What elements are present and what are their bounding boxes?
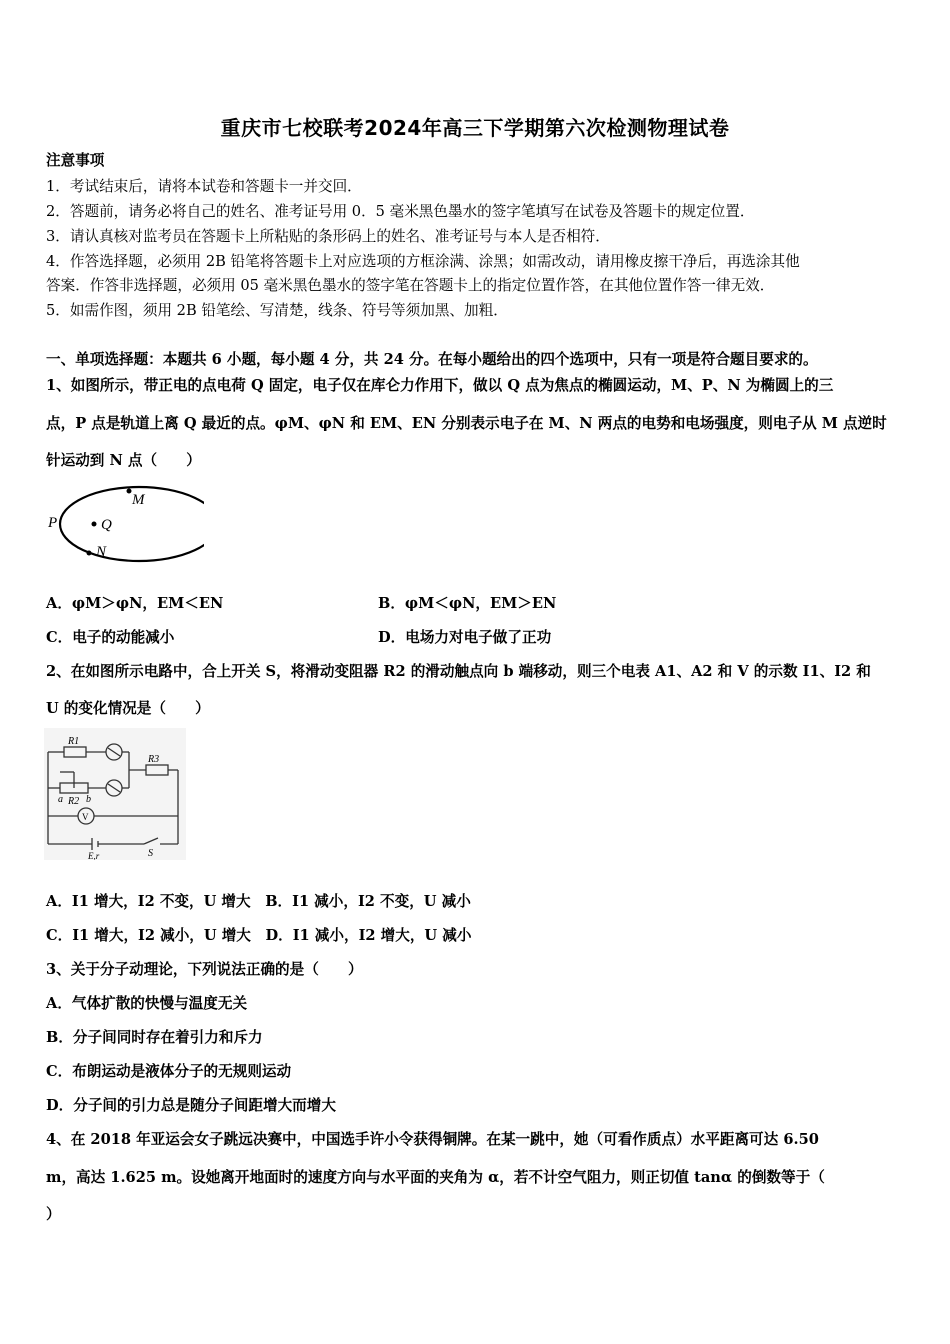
q1-stem-line1: 1、如图所示，带正电的点电荷 Q 固定，电子仅在库仑力作用下，做以 Q 点为焦点的椭圆运动，M、P、N 为椭圆上的三: [46, 377, 834, 394]
point-m-dot: [127, 489, 132, 494]
label-q: Q: [101, 517, 112, 533]
label-b: b: [86, 794, 91, 805]
notice-item-4-cont: 答案．作答非选择题，必须用 05 毫米黑色墨水的签字笔在答题卡上的指定位置作答，在其他位置作答一律无效．: [46, 277, 775, 294]
q4-stem-line1: 4、在 2018 年亚运会女子跳远决赛中，中国选手许小令获得铜牌。在某一跳中，她（可看作质点）水平距离可达 6.50: [46, 1131, 819, 1148]
point-n-dot: [87, 551, 92, 556]
label-r1: R1: [68, 736, 80, 747]
circuit-figure: [44, 728, 186, 860]
label-s: S: [148, 848, 153, 859]
label-v: V: [82, 812, 89, 822]
notice-item-4: 4．作答选择题，必须用 2B 铅笔将答题卡上对应选项的方框涂满、涂黑；如需改动，请用橡皮擦干净后，再选涂其他: [46, 253, 800, 270]
q4-stem-line2: m，高达 1.625 m。设她离开地面时的速度方向与水平面的夹角为 α，若不计空气阻力，则正切值 tanα 的倒数等于（: [46, 1169, 825, 1186]
q2-stem-line1: 2、在如图所示电路中，合上开关 S，将滑动变阻器 R2 的滑动触点向 b 端移动，则三个电表 A1、A2 和 V 的示数 I1、I2 和: [46, 663, 871, 680]
circuit-background: [44, 728, 186, 860]
label-r3: R3: [148, 754, 160, 765]
notice-item-2: 2．答题前，请务必将自己的姓名、准考证号用 0．5 毫米黑色墨水的签字笔填写在试卷及答题卡的规定位置．: [46, 203, 755, 220]
ellipse-orbit-figure: [44, 480, 204, 570]
q4-stem-line3: ）: [46, 1206, 61, 1223]
q2-stem-line2: U 的变化情况是（ ）: [46, 700, 210, 717]
q3-option-d: D．分子间的引力总是随分子间距增大而增大: [46, 1097, 336, 1114]
notice-item-5: 5．如需作图，须用 2B 铅笔绘、写清楚，线条、符号等须加黑、加粗．: [46, 302, 508, 319]
q1-option-d: D．电场力对电子做了正功: [378, 629, 552, 646]
notice-heading: 注意事项: [46, 152, 105, 169]
label-m: M: [132, 492, 145, 508]
q3-option-a: A．气体扩散的快慢与温度无关: [46, 995, 248, 1012]
label-p: P: [48, 515, 58, 531]
q3-option-b: B．分子间同时存在着引力和斥力: [46, 1029, 263, 1046]
q1-stem-line2: 点，P 点是轨道上离 Q 最近的点。φM、φN 和 EM、EN 分别表示电子在 M、N 两点的电势和电场强度，则电子从 M 点逆时: [46, 415, 887, 432]
label-er: E,r: [88, 851, 100, 860]
point-q-dot: [92, 522, 97, 527]
label-n: N: [96, 544, 107, 560]
notice-item-3: 3．请认真核对监考员在答题卡上所粘贴的条形码上的姓名、准考证号与本人是否相符．: [46, 228, 610, 245]
label-a: a: [58, 794, 63, 805]
q2-options-line2: C．I1 增大，I2 减小，U 增大 D．I1 减小，I2 增大，U 减小: [46, 927, 472, 944]
section1-heading: 一、单项选择题：本题共 6 小题，每小题 4 分，共 24 分。在每小题给出的四个选项中，只有一项是符合题目要求的。: [46, 351, 818, 368]
q3-stem: 3、关于分子动理论，下列说法正确的是（ ）: [46, 961, 363, 978]
q2-options-line1: A．I1 增大，I2 不变，U 增大 B．I1 减小，I2 不变，U 减小: [46, 893, 471, 910]
q1-stem-line3: 针运动到 N 点（ ）: [46, 452, 201, 469]
q3-option-c: C．布朗运动是液体分子的无规则运动: [46, 1063, 292, 1080]
label-r2: R2: [68, 796, 80, 807]
notice-item-1: 1．考试结束后，请将本试卷和答题卡一并交回．: [46, 178, 362, 195]
q1-option-b: B．φM＜φN，EM＞EN: [378, 595, 557, 612]
exam-title: 重庆市七校联考2024年高三下学期第六次检测物理试卷: [220, 116, 730, 140]
q1-option-c: C．电子的动能减小: [46, 629, 175, 646]
q1-option-a: A．φM＞φN，EM＜EN: [46, 595, 224, 612]
